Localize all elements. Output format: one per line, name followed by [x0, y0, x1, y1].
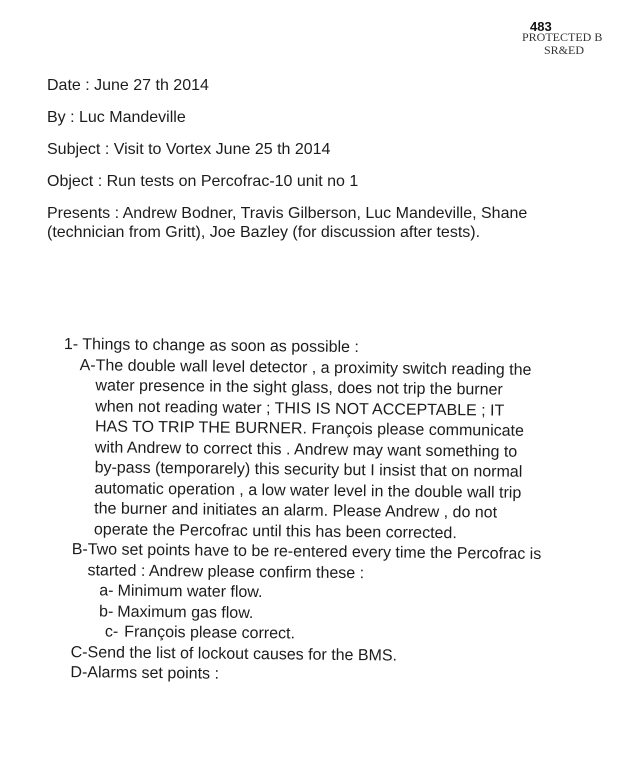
list-item-d	[70, 663, 540, 688]
item-text: The double wall level detector , a proximity switch reading the water presence in the sight glass, does not trip the burner when not reading water ; THIS IS NOT ACCEPTABLE ; IT HAS TO TRIP THE BURNER. François please communicate with Andrew to correct this . Andrew may want something to by-pass (temporarely) this security but I insist that on normal automatic operation , a low water level in the double wall trip the burner and initiates an alarm. Please Andrew , do not operate the Percofrac until this has been corrected.	[93, 356, 532, 542]
list-item-b	[71, 540, 541, 586]
section-title: 1- Things to change as soon as possible :	[63, 335, 359, 357]
protected-stamp	[522, 19, 603, 57]
item-label: C-	[70, 643, 88, 661]
list-item-a	[78, 356, 544, 545]
author-line: By : Luc Mandeville	[47, 109, 186, 126]
item-label: D-	[70, 664, 88, 682]
subject-line: Subject : Visit to Vortex June 25 th 2014	[47, 141, 331, 158]
item-label: c-	[104, 623, 119, 641]
object-line: Object : Run tests on Percofrac-10 unit no 1	[47, 173, 359, 190]
item-label: A-	[79, 356, 96, 374]
sred-label: SR&ED	[544, 43, 585, 57]
item-text: Send the list of lockout causes for the BMS.	[87, 643, 398, 665]
item-text: François please correct.	[124, 623, 296, 643]
item-label: b-	[99, 602, 114, 621]
item-label: a-	[99, 582, 114, 600]
item-text: Alarms set points :	[87, 664, 220, 683]
item-text: Minimum water flow.	[117, 582, 263, 602]
item-text: Maximum gas flow.	[117, 603, 254, 622]
item-text: Two set points have to be re-entered every time the Percofrac is started : Andrew please confirm these :	[87, 541, 542, 582]
item-label: B-	[71, 541, 88, 559]
memo-body	[60, 335, 544, 689]
memo-header	[47, 76, 537, 254]
attendees-line: Presents : Andrew Bodner, Travis Gilberson, Luc Mandeville, Shane (technician from Gritt), Joe Bazley (for discussion after tests).	[47, 205, 528, 241]
protected-label: PROTECTED B	[522, 30, 603, 44]
page-number: 483	[530, 19, 552, 34]
date-line: Date : June 27 th 2014	[47, 77, 209, 94]
